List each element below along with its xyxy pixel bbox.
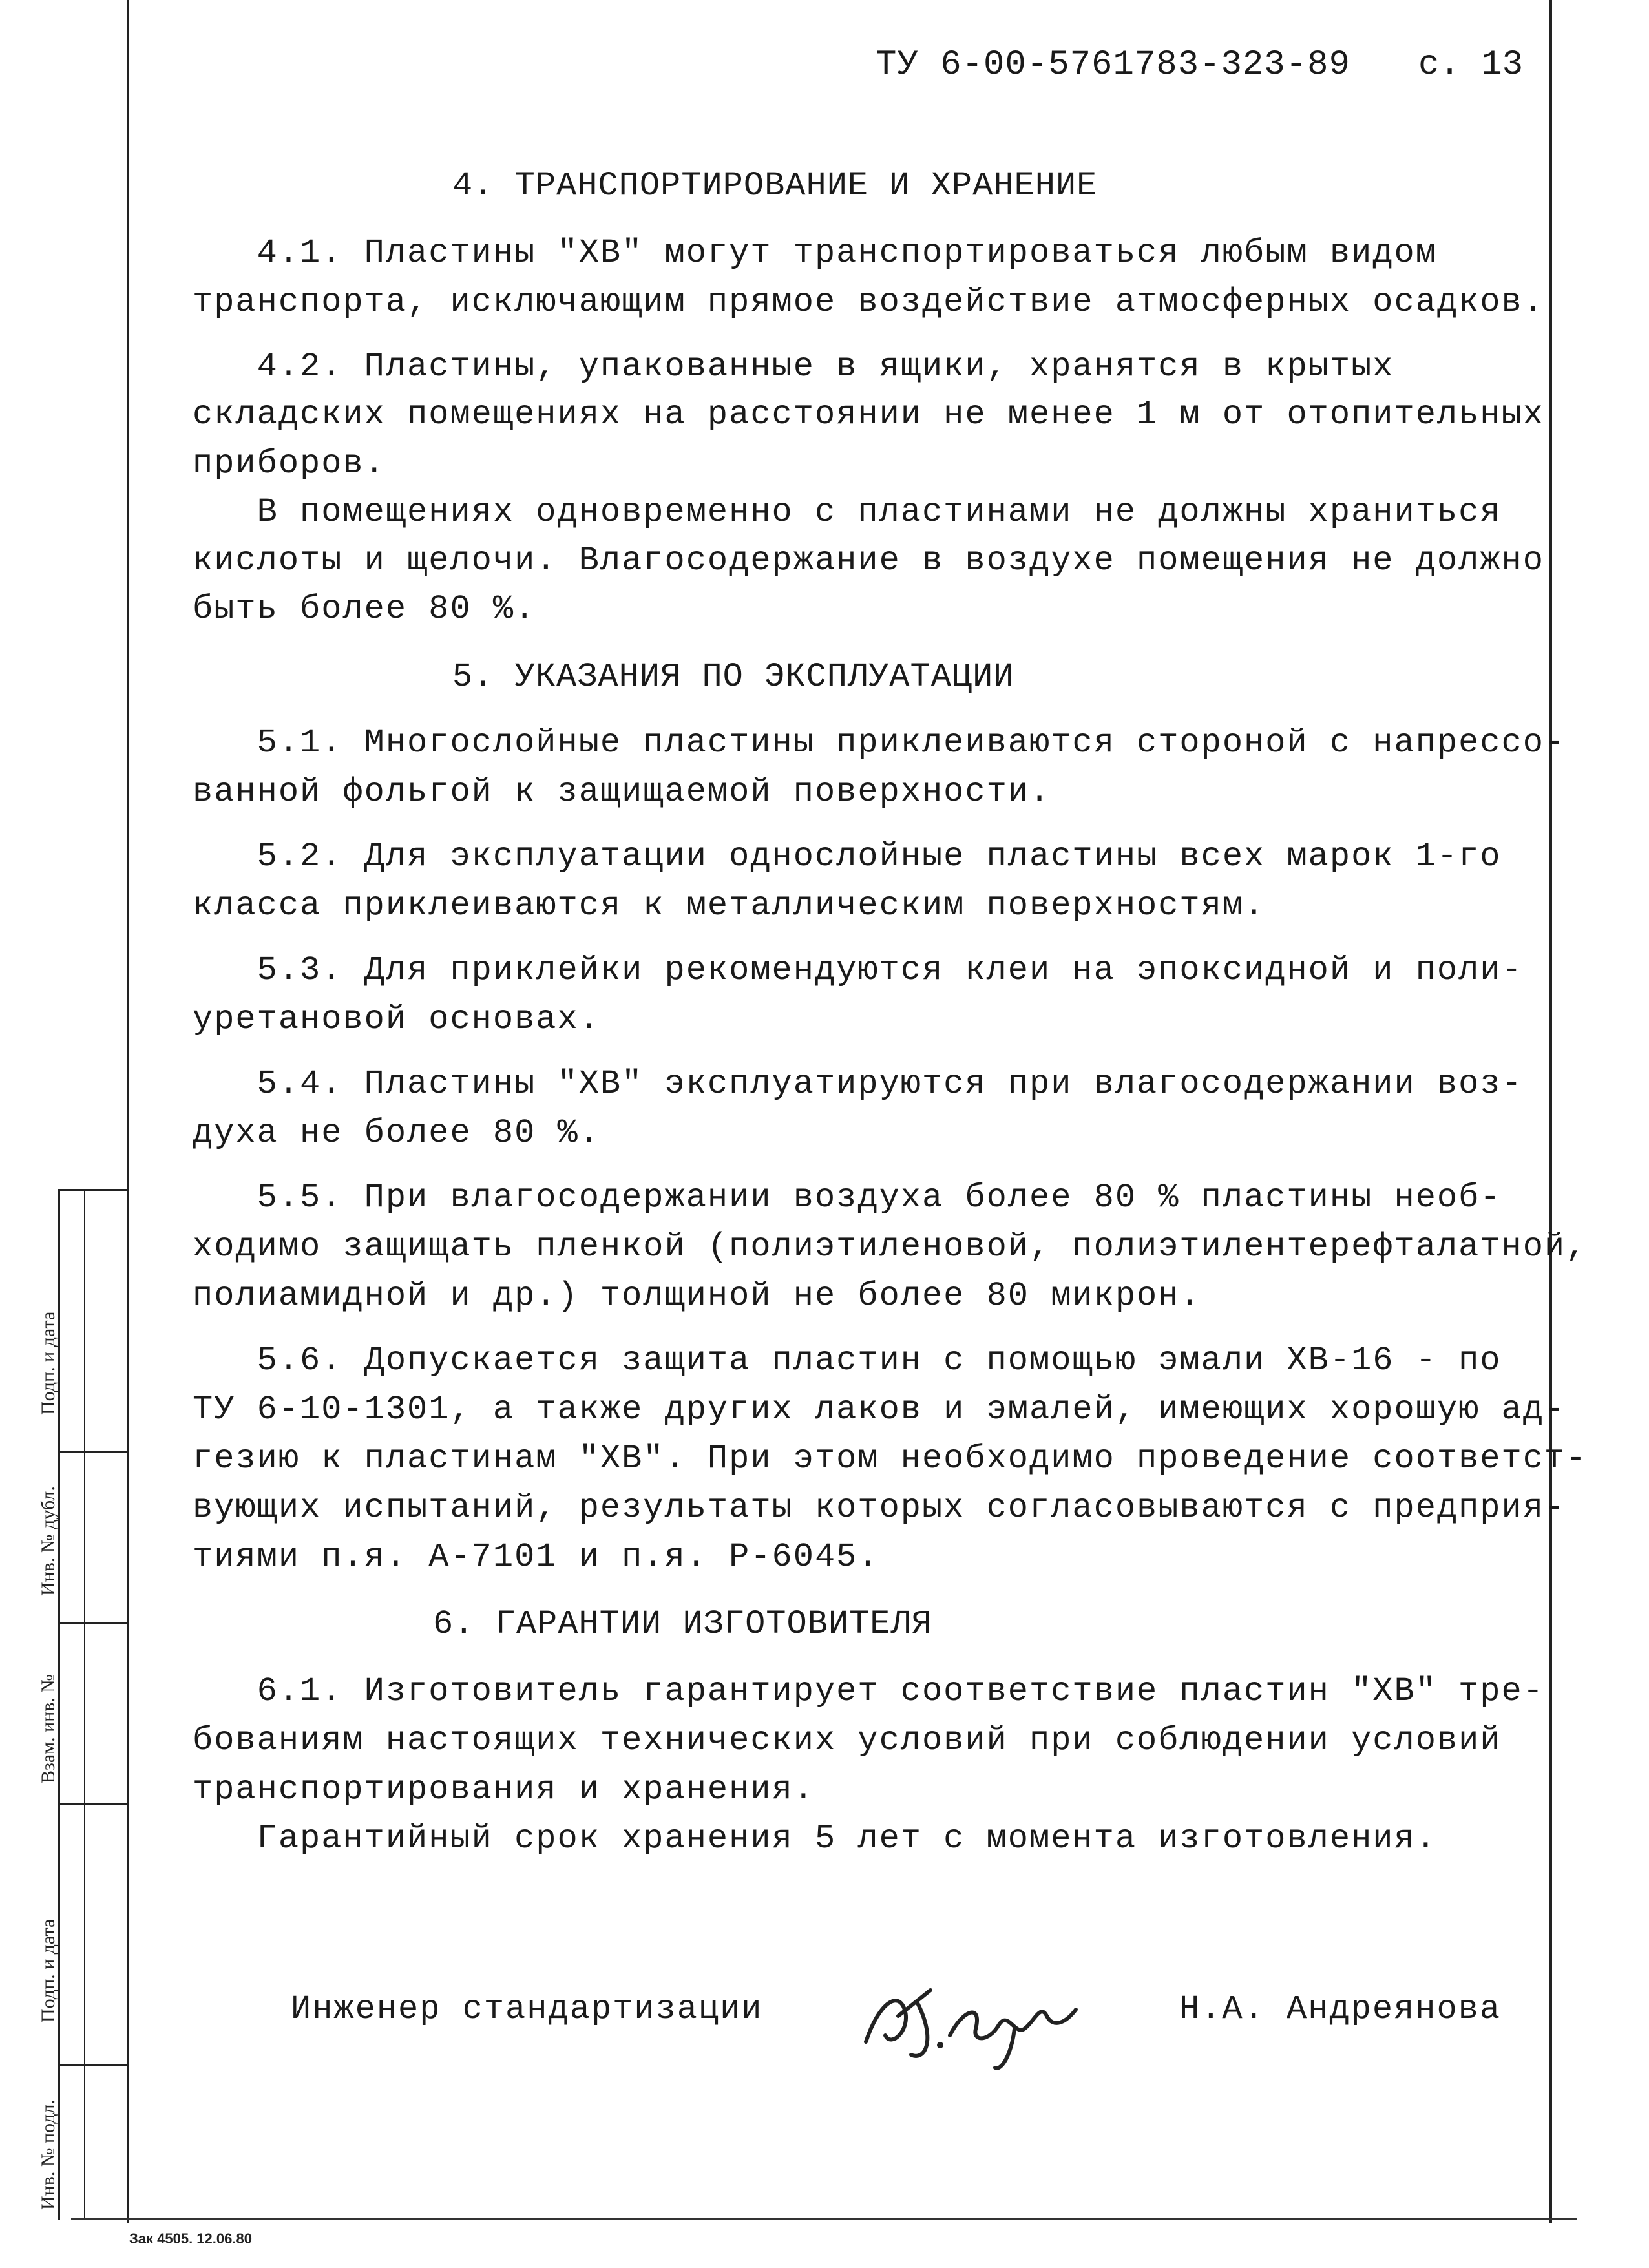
stamp-label-sign-date-2: Подп. и дата (37, 1918, 59, 2022)
stamp-label-replace-inv: Взам. инв. № (37, 1674, 59, 1783)
page-number: с. 13 (1418, 45, 1524, 85)
section-5-line: 5.1. Многослойные пластины приклеиваются стороной с напрессо- (193, 724, 1566, 762)
section-4-line: приборов. (193, 445, 386, 483)
signatory-role: Инженер стандартизации (291, 1990, 763, 2028)
stamp-label-orig-inv: Инв. № подл. (37, 2099, 59, 2210)
stamp-separator (58, 1451, 129, 1453)
section-5-line: 5.3. Для приклейки рекомендуются клеи на эпоксидной и поли- (193, 951, 1523, 989)
handwritten-signature (853, 1964, 1098, 2074)
stamp-label-dup-inv: Инв. № дубл. (37, 1486, 59, 1596)
section-5-line: 5.6. Допускается защита пластин с помощью эмали ХВ-16 - по (193, 1341, 1502, 1380)
section-5-line: 5.4. Пластины "ХВ" эксплуатируются при влагосодержании воз- (193, 1065, 1523, 1103)
section-6-line: бованиям настоящих технических условий при соблюдении условий (193, 1721, 1502, 1759)
stamp-separator (58, 1622, 129, 1624)
footer-rule (71, 2218, 1577, 2220)
section-6-line: Гарантийный срок хранения 5 лет с момента изготовления. (193, 1820, 1437, 1858)
section-5-line: уретановой основах. (193, 1000, 600, 1038)
section-4-line: складских помещениях на расстоянии не менее 1 м от отопительных (193, 395, 1544, 434)
section-5-line: 5.5. При влагосодержании воздуха более 80 % пластины необ- (193, 1179, 1502, 1217)
stamp-separator (58, 2064, 129, 2066)
section-6-line: транспортирования и хранения. (193, 1770, 815, 1809)
section-5-line: ванной фольгой к защищаемой поверхности. (193, 773, 1051, 811)
left-margin-line (127, 0, 129, 2223)
section-4-line: быть более 80 %. (193, 590, 536, 628)
section-4-line: кислоты и щелочи. Влагосодержание в воздухе помещения не должно (193, 541, 1544, 580)
section-4-line: транспорта, исключающим прямое воздействие атмосферных осадков. (193, 283, 1544, 321)
section-6-title: 6. ГАРАНТИИ ИЗГОТОВИТЕЛЯ (433, 1605, 932, 1643)
stamp-label-sign-date: Подп. и дата (37, 1311, 59, 1415)
section-5-line: 5.2. Для эксплуатации однослойные пластины всех марок 1-го (193, 837, 1502, 876)
stamp-separator (58, 1803, 129, 1805)
signatory-name: Н.А. Андреянова (1179, 1990, 1502, 2028)
print-order-note: Зак 4505. 12.06.80 (129, 2231, 252, 2247)
document-code: ТУ 6-00-5761783-323-89 (876, 45, 1350, 85)
section-4-line: В помещениях одновременно с пластинами не должны храниться (193, 493, 1502, 531)
section-4-line: 4.1. Пластины "ХВ" могут транспортироваться любым видом (193, 234, 1437, 272)
section-4-title: 4. ТРАНСПОРТИРОВАНИЕ И ХРАНЕНИЕ (452, 167, 1098, 205)
section-5-line: духа не более 80 %. (193, 1114, 600, 1152)
section-5-line: вующих испытаний, результаты которых согласовываются с предприя- (193, 1489, 1566, 1527)
stamp-inner-line (84, 1189, 85, 2220)
section-5-line: полиамидной и др.) толщиной не более 80 микрон. (193, 1277, 1201, 1315)
section-5-title: 5. УКАЗАНИЯ ПО ЭКСПЛУАТАЦИИ (452, 658, 1014, 696)
section-6-line: 6.1. Изготовитель гарантирует соответствие пластин "ХВ" тре- (193, 1672, 1544, 1710)
section-5-line: ходимо защищать пленкой (полиэтиленовой, полиэтилентерефталатной, (193, 1228, 1588, 1266)
stamp-separator (58, 1189, 129, 1191)
section-5-line: тиями п.я. А-7101 и п.я. Р-6045. (193, 1538, 879, 1576)
section-4-line: 4.2. Пластины, упакованные в ящики, хранятся в крытых (193, 348, 1394, 386)
section-5-line: класса приклеиваются к металлическим поверхностям. (193, 887, 1266, 925)
right-margin-line (1549, 0, 1552, 2223)
section-5-line: ТУ 6-10-1301, а также других лаков и эмалей, имеющих хорошую ад- (193, 1391, 1566, 1429)
section-5-line: гезию к пластинам "ХВ". При этом необходимо проведение соответст- (193, 1440, 1588, 1478)
